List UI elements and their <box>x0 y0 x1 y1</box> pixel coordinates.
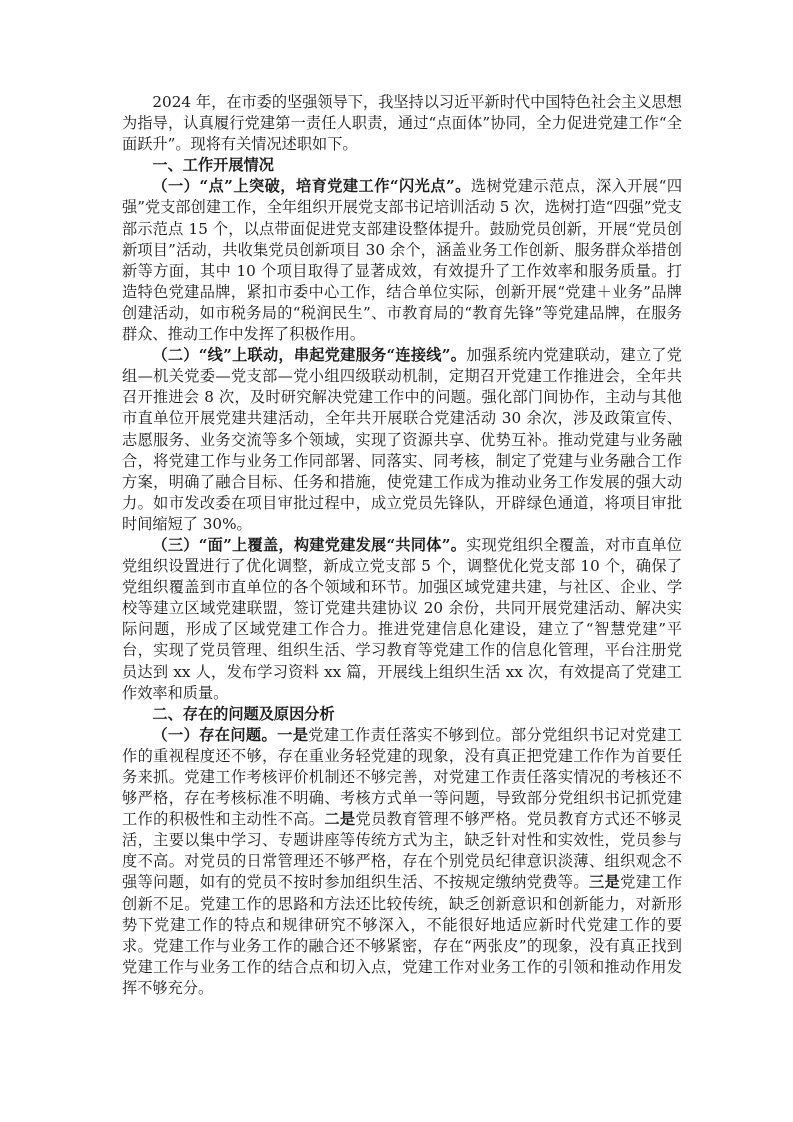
section-heading-problems: 二、存在的问题及原因分析 <box>152 704 335 723</box>
problem-text-2: 党员教育管理不够严格。党员教育方式还不够灵活，主要以集中学习、专题讲座等传统方式为主，缺乏针对性和实效性，党员参与度不高。对党员的日常管理还不够严格，存在个别党员纪律意识淡薄、组织观念不强等问题，如有的党员不按时参加组织生活、不按规定缴纳党费等。 <box>122 810 683 892</box>
work-item-point-title: （一）“点”上突破，培育党建工作“闪光点”。 <box>152 177 471 196</box>
work-item-surface <box>122 535 682 704</box>
work-item-line-title: （二）“线”上联动，串起党建服务“连接线”。 <box>152 346 467 365</box>
work-item-surface-title: （三）“面”上覆盖，构建党建发展“共同体”。 <box>152 535 467 554</box>
problem-label-3: 三是 <box>588 873 621 892</box>
problem-text-3: 党建工作创新不足。党建工作的思路和方法还比较传统，缺乏创新意识和创新能力，对新形势下党建工作的特点和规律研究不够深入，不能很好地适应新时代党建工作的要求。党建工作与业务工作的融合还不够紧密，存在“两张皮”的现象，没有真正找到党建工作与业务工作的结合点和切入点，党建工作对业务工作的引领和推动作用发挥不够充分。 <box>122 873 683 997</box>
section-heading-work-status: 一、工作开展情况 <box>152 156 274 175</box>
problem-label-1: 一是 <box>277 725 309 744</box>
problems-paragraph <box>122 725 682 999</box>
work-item-line-body: 加强系统内党建联动，建立了党组—机关党委—党支部—党小组四级联动机制，定期召开党建工作推进会，全年共召开推进会 8 次，及时研究解决党建工作中的问题。强化部门间协作，主动与其他市直单位开展党建共建活动，全年共开展联合党建活动 30 余次，涉及政策宣传、志愿服务、业务交流等多个领域，实现了资源共享、优势互补。推动党建与业务融合，将党建工作与业务工作同部署、同落实、同考核，制定了党建与业务融合工作方案，明确了融合目标、任务和措施，使党建工作成为推动业务工作发展的强大动力。如市发改委在项目审批过程中，成立党员先锋队，开辟绿色通道，将项目审批时间缩短了 30%。 <box>122 346 682 533</box>
work-item-line <box>122 345 682 535</box>
problem-label-2: 二是 <box>324 810 356 829</box>
work-item-point-body: 选树党建示范点，深入开展“四强”党支部创建工作，全年组织开展党支部书记培训活动 5 次，选树打造“四强”党支部示范点 15 个，以点带面促进党支部建设整体提升。鼓励党员创新，开展“党员创新项目”活动，共收集党员创新项目 30 余个，涵盖业务工作创新、服务群众举措创新等方面，其中 10 个项目取得了显著成效，有效提升了工作效率和服务质量。打造特色党建品牌，紧扣市委中心工作，结合单位实际，创新开展“党建＋业务”品牌创建活动，如市税务局的“税润民生”、市教育局的“教育先锋”等党建品牌，在服务群众、推动工作中发挥了积极作用。 <box>122 177 683 344</box>
problems-title: （一）存在问题。 <box>152 725 278 744</box>
problem-text-1: 党建工作责任落实不够到位。部分党组织书记对党建工作的重视程度还不够，存在重业务轻党建的现象，没有真正把党建工作作为首要任务来抓。党建工作考核评价机制还不够完善，对党建工作责任落实情况的考核还不够严格，存在考核标准不明确、考核方式单一等问题，导致部分党组织书记抓党建工作的积极性和主动性不高。 <box>122 725 683 829</box>
intro-paragraph: 2024 年，在市委的坚强领导下，我坚持以习近平新时代中国特色社会主义思想为指导，认真履行党建第一责任人职责，通过“点面体”协同，全力促进党建工作“全面跃升”。现将有关情况述职如下。 <box>122 93 682 154</box>
work-item-point <box>122 176 682 345</box>
document-page <box>122 92 682 999</box>
work-item-surface-body: 实现党组织全覆盖，对市直单位党组织设置进行了优化调整，新成立党支部 5 个，调整优化党支部 10 个，确保了党组织覆盖到市直单位的各个领域和环节。加强区域党建共建，与社区、企业、学校等建立区域党建联盟，签订党建共建协议 20 余份，共同开展党建活动、解决实际问题，形成了区域党建工作合力。推进党建信息化建设，建立了“智慧党建”平台，实现了党员管理、组织生活、学习教育等党建工作的信息化管理，平台注册党员达到 xx 人，发布学习资料 xx 篇，开展线上组织生活 xx 次，有效提高了党建工作效率和质量。 <box>122 535 682 702</box>
